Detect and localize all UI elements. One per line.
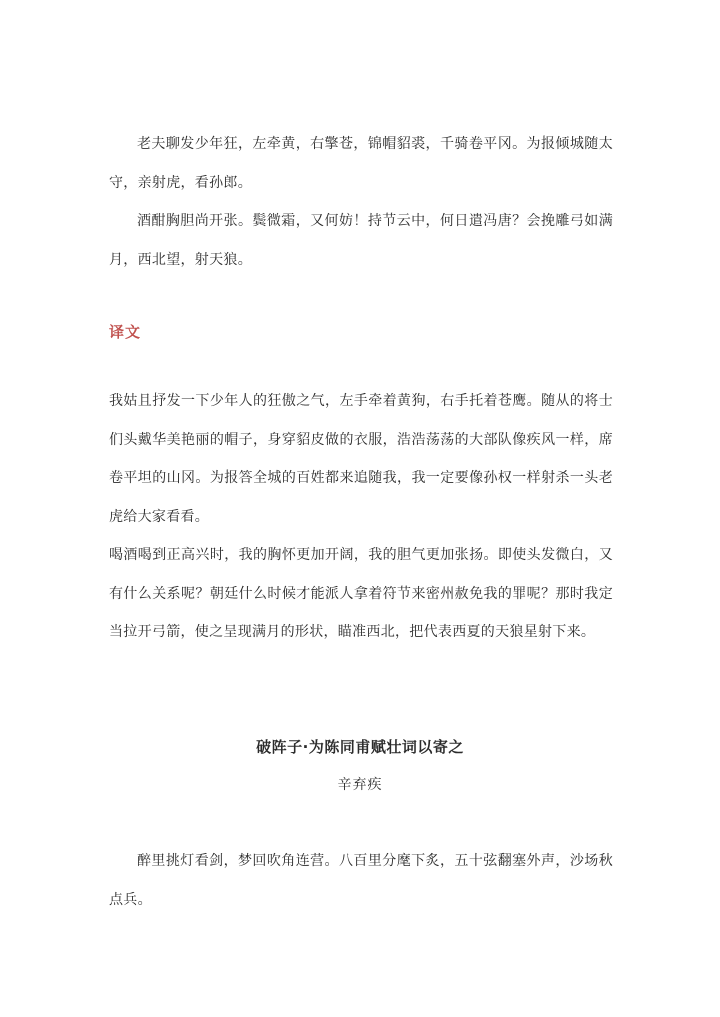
poem-title: 破阵子·为陈同甫赋壮词以寄之 bbox=[256, 738, 464, 756]
poem-author: 辛弃疾 bbox=[337, 777, 383, 793]
translation-heading: 译文 bbox=[109, 323, 142, 341]
translation-paragraph-2: 喝酒喝到正高兴时，我的胸怀更加开阔，我的胆气更加张扬。即使头发微白，又有什么关系呢？朝廷什么时候才能派人拿着符节来密州赦免我的罪呢？那时我定当拉开弓箭，使之呈现满月的形状，瞄准西北，把代表西夏的天狼星射下来。 bbox=[109, 547, 613, 640]
translation-body bbox=[109, 382, 613, 652]
poem-stanza-2: 酒酣胸胆尚开张。鬓微霜，又何妨！持节云中，何日遣冯唐？会挽雕弓如满月，西北望，射天狼。 bbox=[109, 213, 613, 268]
poem-stanza-1: 老夫聊发少年狂，左牵黄，右擎苍，锦帽貂裘，千骑卷平冈。为报倾城随太守，亲射虎，看孙郎。 bbox=[109, 136, 613, 191]
next-poem-stanza-1: 醉里挑灯看剑，梦回吹角连营。八百里分麾下炙，五十弦翻塞外声，沙场秋点兵。 bbox=[109, 853, 613, 908]
poem-body bbox=[109, 125, 613, 279]
next-poem-body bbox=[109, 842, 613, 919]
translation-paragraph-1: 我姑且抒发一下少年人的狂傲之气，左手牵着黄狗，右手托着苍鹰。随从的将士们头戴华美艳丽的帽子，身穿貂皮做的衣服，浩浩荡荡的大部队像疾风一样，席卷平坦的山冈。为报答全城的百姓都来追随我，我一定要像孙权一样射杀一头老虎给大家看看。 bbox=[109, 393, 613, 525]
